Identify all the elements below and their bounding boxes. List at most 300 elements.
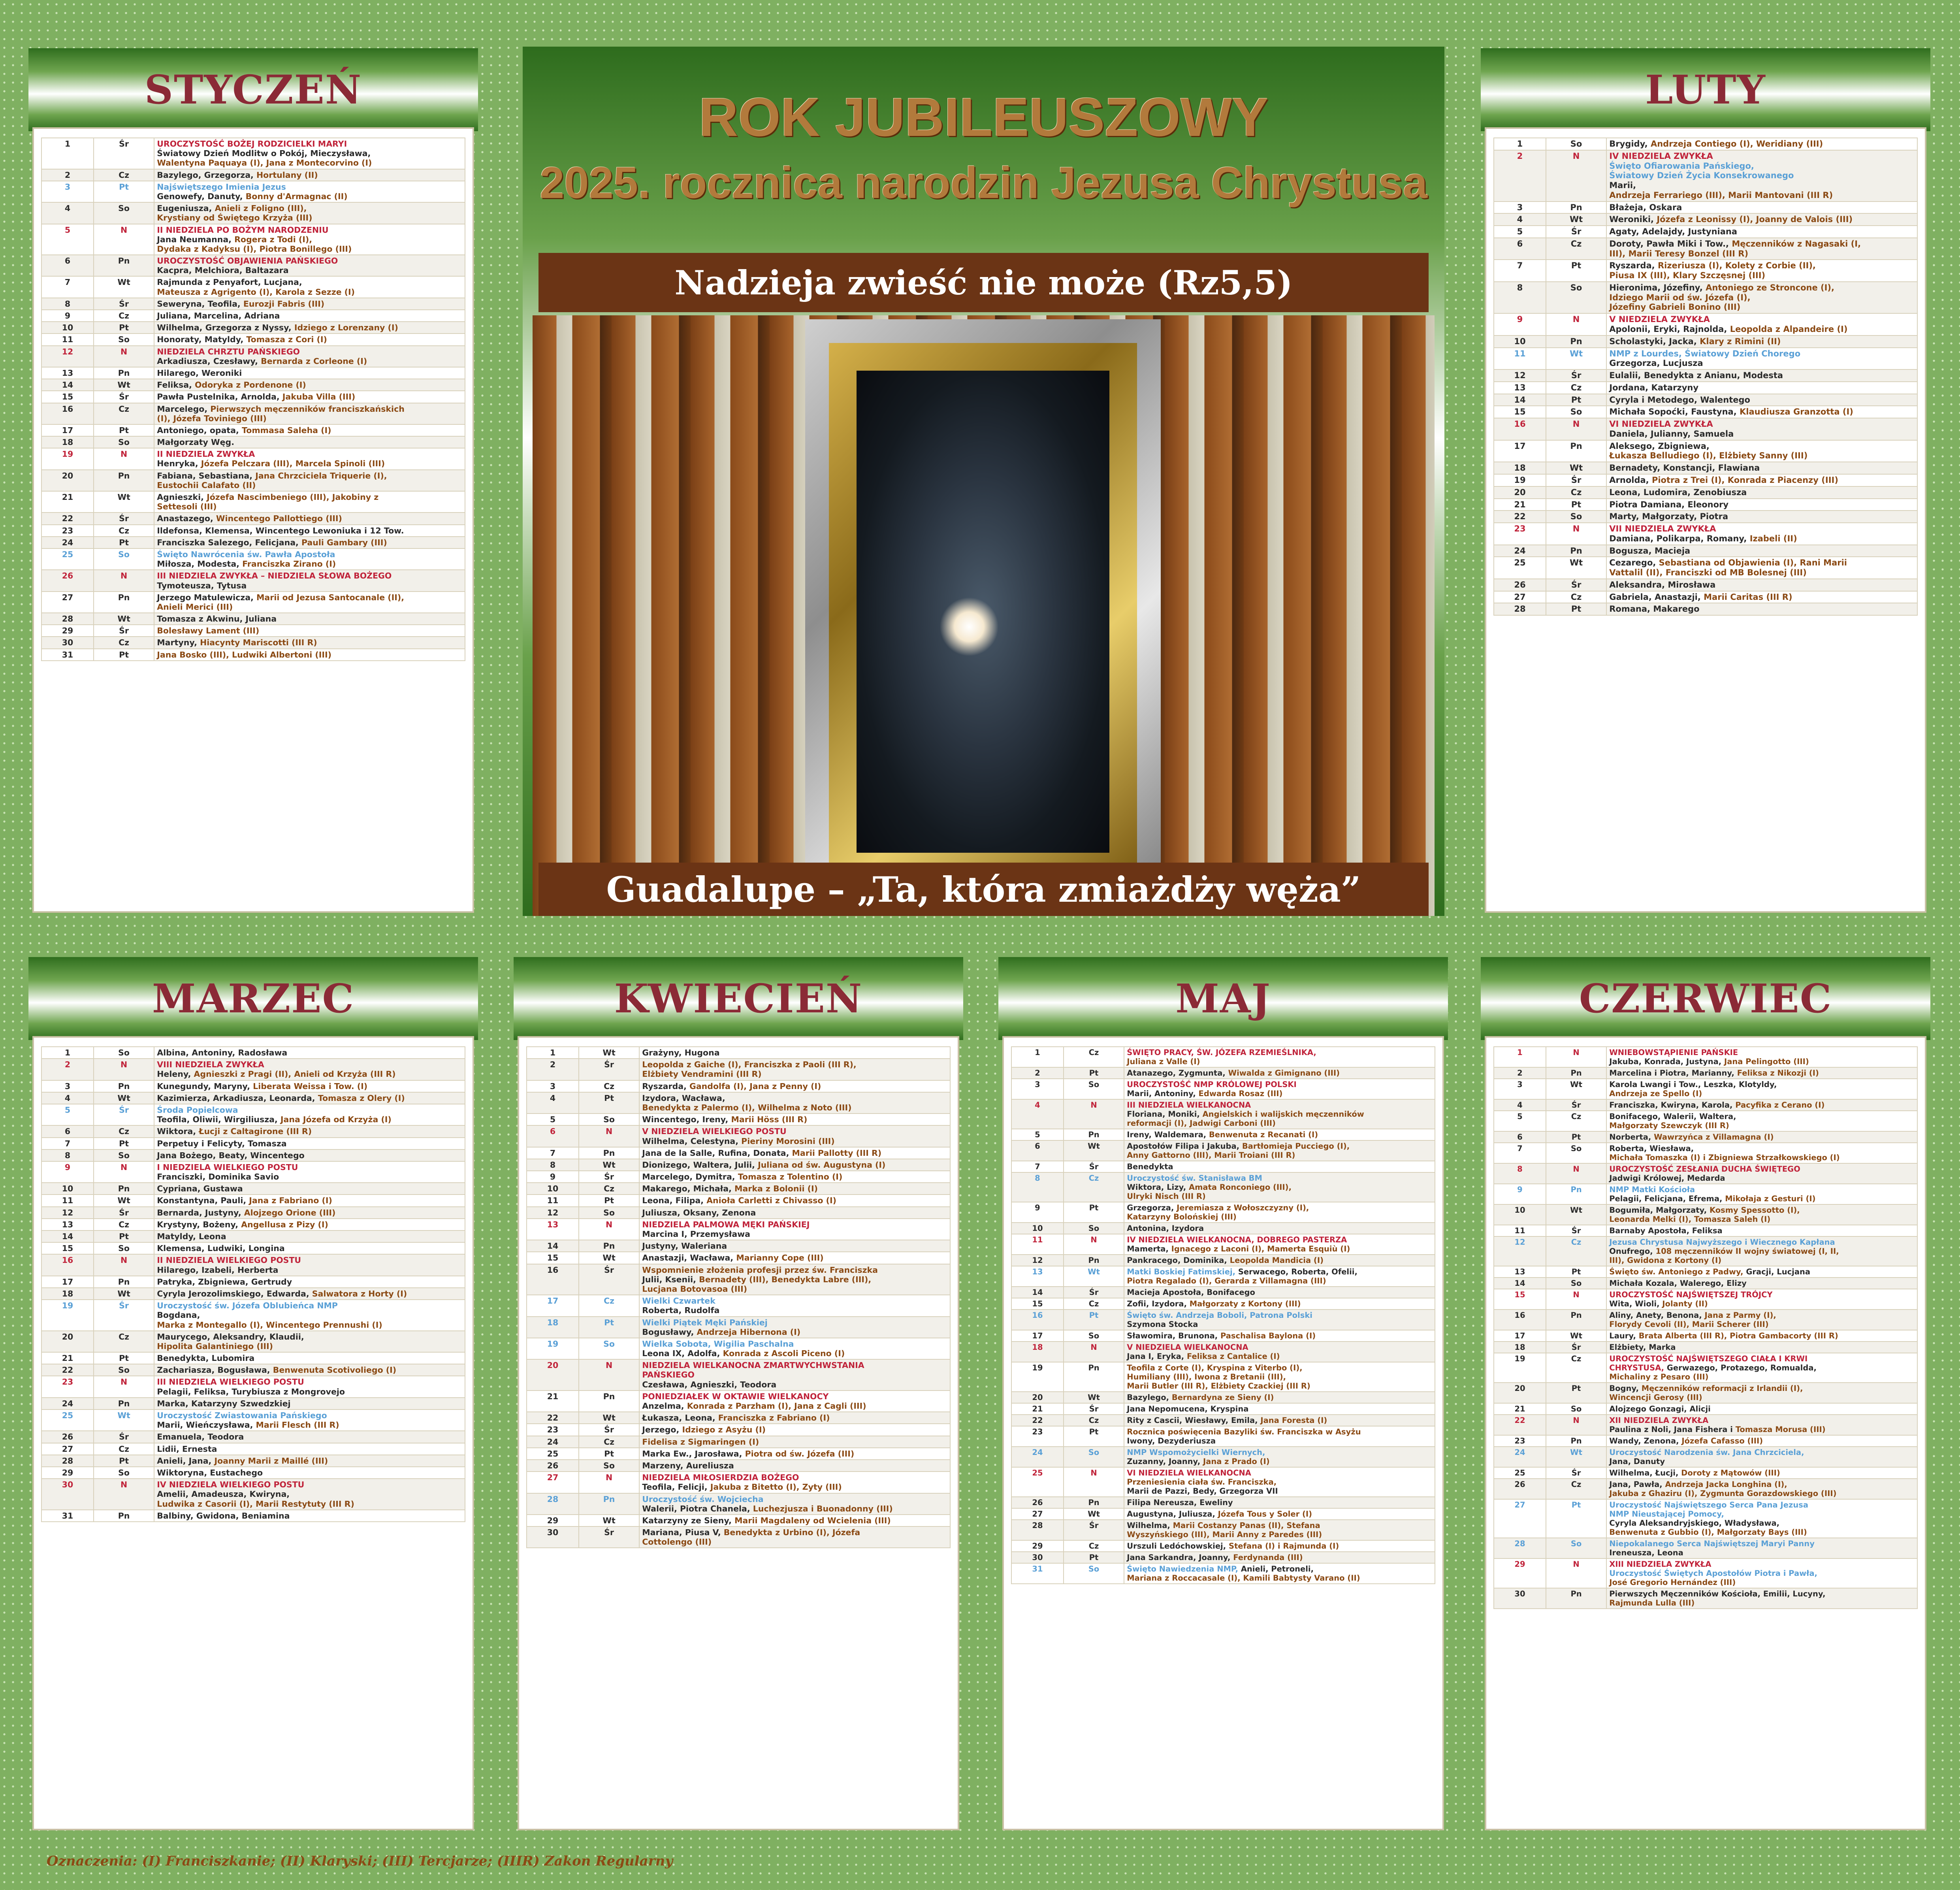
name-text: Kosmy Spessotto (I),: [1709, 1206, 1800, 1215]
name-text: Gracji, Lucjana: [1746, 1267, 1811, 1276]
name-text: Leona, Filipa,: [642, 1196, 707, 1206]
day-number: 18: [41, 436, 94, 448]
name-text: Anastazji, Wacława,: [642, 1253, 736, 1263]
day-number: 28: [1494, 603, 1546, 615]
day-names: [1606, 1289, 1917, 1310]
name-text: Agnieszki,: [157, 492, 207, 502]
day-number: 6: [1494, 1131, 1546, 1143]
weekday: N: [94, 1161, 154, 1183]
day-names: [1606, 418, 1917, 440]
day-names: [154, 513, 465, 524]
day-number: 7: [41, 276, 94, 298]
weekday: So: [94, 1149, 154, 1161]
weekday: Śr: [1546, 1225, 1606, 1236]
name-text: Wilhelma, Grzegorza z Nyssy,: [157, 323, 294, 333]
day-number: 2: [1494, 1067, 1546, 1079]
day-number: 28: [1011, 1520, 1064, 1540]
name-text: Aleksego, Zbigniewa,: [1609, 441, 1710, 451]
name-text: Bernardyna ze Sieny (I): [1171, 1393, 1274, 1402]
day-number: 9: [41, 310, 94, 322]
day-names: [154, 1125, 465, 1137]
day-names: [1124, 1508, 1435, 1520]
weekday: So: [1546, 282, 1606, 313]
weekday: N: [1546, 1415, 1606, 1435]
weekday: N: [94, 1479, 154, 1510]
day-row: [1494, 1225, 1917, 1236]
day-names: [154, 334, 465, 345]
day-row: [41, 625, 465, 637]
day-names: [1606, 557, 1917, 579]
day-row: [527, 1436, 950, 1448]
weekday: Cz: [1064, 1540, 1124, 1552]
name-text: Bogumiła, Małgorzaty,: [1609, 1206, 1710, 1215]
name-text: Apolonii, Eryki, Rajnolda,: [1609, 324, 1730, 334]
day-number: 3: [1494, 202, 1546, 214]
day-names: [154, 570, 465, 591]
day-row: [1011, 1067, 1435, 1079]
weekday: Cz: [94, 1331, 154, 1352]
weekday: Pt: [94, 1455, 154, 1467]
day-number: 4: [527, 1092, 579, 1114]
day-number: 4: [41, 1092, 94, 1104]
name-text: Luchezjusza i Buonadonny (III): [753, 1504, 893, 1513]
day-row: [1011, 1403, 1435, 1415]
weekday: Cz: [94, 1219, 154, 1230]
weekday: Śr: [1546, 1467, 1606, 1479]
weekday: Pt: [94, 649, 154, 661]
day-names: [154, 1195, 465, 1206]
day-row: [527, 1338, 950, 1359]
day-row: [1494, 1099, 1917, 1111]
day-number: 23: [1494, 523, 1546, 545]
name-text: Konstantyna, Pauli,: [157, 1196, 249, 1206]
day-number: 25: [1011, 1467, 1064, 1497]
day-number: 25: [527, 1448, 579, 1460]
name-text: Maurycego, Aleksandry, Klaudii,: [157, 1332, 304, 1342]
day-number: 25: [1494, 1467, 1546, 1479]
name-text: Kacpra, Melchiora, Baltazara: [157, 266, 289, 275]
day-row: [1011, 1161, 1435, 1172]
name-text: Weroniki,: [1609, 215, 1657, 224]
day-number: 22: [41, 513, 94, 524]
day-number: 8: [527, 1159, 579, 1171]
day-names: [154, 1288, 465, 1300]
day-number: 21: [1011, 1403, 1064, 1415]
day-names: [154, 1352, 465, 1364]
day-number: 19: [527, 1338, 579, 1359]
weekday: Cz: [94, 310, 154, 322]
name-text: Cyryla i Metodego, Walentego: [1609, 395, 1750, 405]
name-text: Wielka Sobota, Wigilia Paschalna: [642, 1339, 794, 1349]
day-row: [41, 592, 465, 613]
name-text: Marcelego,: [157, 404, 211, 414]
day-row: [1494, 1467, 1917, 1479]
day-names: [154, 346, 465, 367]
name-text: Bogusza, Macieja: [1609, 546, 1691, 556]
weekday: Wt: [1064, 1392, 1124, 1403]
name-text: Teofila z Corte (I), Kryspina z Viterbo (I),: [1127, 1363, 1303, 1372]
day-number: 12: [41, 1207, 94, 1219]
weekday: N: [579, 1359, 639, 1391]
gold-frame: [829, 343, 1137, 880]
day-names: [1124, 1298, 1435, 1310]
day-number: 13: [1494, 382, 1546, 394]
day-number: 16: [1011, 1310, 1064, 1330]
name-text: Leonarda Melki (I), Tomasza Saleh (I): [1609, 1215, 1771, 1224]
day-names: [154, 1364, 465, 1376]
day-number: 28: [1494, 1538, 1546, 1558]
weekday: Śr: [1064, 1520, 1124, 1540]
name-text: Ireneusza, Leona: [1609, 1548, 1683, 1557]
day-row: [1494, 418, 1917, 440]
name-text: Jadwigi Królowej, Medarda: [1609, 1174, 1725, 1183]
name-text: Szymona Stocka: [1127, 1320, 1198, 1329]
day-names: [639, 1183, 950, 1195]
day-row: [1011, 1415, 1435, 1426]
day-number: 25: [1494, 557, 1546, 579]
weekday: Śr: [94, 391, 154, 403]
day-names: [639, 1317, 950, 1338]
day-row: [527, 1207, 950, 1219]
weekday: Śr: [94, 625, 154, 637]
day-names: [1606, 150, 1917, 202]
day-names: [1606, 1342, 1917, 1353]
day-row: [527, 1240, 950, 1252]
day-row: [527, 1264, 950, 1295]
day-row: [1494, 1236, 1917, 1266]
name-text: Marii od Jezusa Santocanale (II),: [256, 592, 405, 602]
name-text: Cyryla Aleksandryjskiego, Władysława,: [1609, 1519, 1780, 1528]
day-number: 11: [527, 1195, 579, 1206]
day-number: 4: [1011, 1099, 1064, 1129]
day-names: [1606, 1447, 1917, 1467]
name-text: Święto Ofiarowania Pańskiego,: [1609, 161, 1754, 171]
month-panel-czerwiec: [1481, 957, 1930, 1830]
weekday: Śr: [1546, 369, 1606, 382]
name-text: Jana Józefa od Krzyża (I): [280, 1115, 392, 1125]
day-row: [1494, 202, 1917, 214]
name-text: Michała Kozala, Walerego, Elizy: [1609, 1279, 1747, 1288]
day-number: 16: [1494, 418, 1546, 440]
day-names: [1606, 1588, 1917, 1609]
name-text: Gerwazego, Protazego, Romualda,: [1666, 1363, 1817, 1372]
weekday: Śr: [1546, 474, 1606, 486]
day-names: [1606, 1415, 1917, 1435]
name-text: Czesława, Agnieszki, Teodora: [642, 1379, 777, 1389]
weekday: Cz: [1546, 1236, 1606, 1266]
month-title: STYCZEŃ: [28, 48, 478, 131]
day-row: [1494, 499, 1917, 511]
name-text: Wyszyńskiego (III), Marii Anny z Paredes (III): [1127, 1530, 1322, 1539]
day-row: [41, 1364, 465, 1376]
name-text: Lucjana Botovasoa (III): [642, 1284, 747, 1294]
day-row: [41, 346, 465, 367]
day-names: [154, 276, 465, 298]
name-text: PONIEDZIAŁEK W OKTAWIE WIELKANOCY: [642, 1391, 829, 1401]
name-text: Marii de Pazzi, Bedy, Grzegorza VII: [1127, 1487, 1278, 1496]
weekday: Wt: [94, 491, 154, 513]
day-number: 19: [41, 448, 94, 469]
weekday: So: [1546, 511, 1606, 523]
name-text: Macieja Apostoła, Bonifacego: [1127, 1288, 1255, 1297]
name-text: UROCZYSTOŚĆ NAJŚWIĘTSZEJ TRÓJCY: [1609, 1290, 1773, 1299]
weekday: Wt: [94, 1092, 154, 1104]
weekday: Pn: [1064, 1362, 1124, 1392]
weekday: Pn: [1064, 1129, 1124, 1140]
name-text: VII NIEDZIELA ZWYKŁA: [1609, 524, 1716, 534]
day-number: 15: [41, 391, 94, 403]
weekday: Pt: [94, 424, 154, 436]
day-names: [1124, 1079, 1435, 1099]
day-number: 19: [1494, 474, 1546, 486]
day-number: 13: [41, 1219, 94, 1230]
name-text: Zachariasza, Bogusława,: [157, 1365, 273, 1375]
day-names: [154, 1276, 465, 1288]
name-text: V NIEDZIELA WIELKANOCNA: [1127, 1343, 1248, 1352]
weekday: Śr: [94, 513, 154, 524]
weekday: N: [1064, 1342, 1124, 1362]
day-row: [1494, 1111, 1917, 1131]
day-names: [639, 1080, 950, 1092]
name-text: Rocznica poświęcenia Bazyliki św. Franciszka w Asyżu: [1127, 1427, 1361, 1436]
day-number: 30: [527, 1526, 579, 1548]
name-text: Fabiana, Sebastiana,: [157, 471, 256, 481]
day-names: [639, 1125, 950, 1147]
day-number: 13: [1011, 1266, 1064, 1287]
day-names: [639, 1472, 950, 1493]
day-row: [1494, 1330, 1917, 1342]
day-row: [1011, 1047, 1435, 1067]
days-table: [1493, 138, 1918, 616]
weekday: Pt: [1064, 1310, 1124, 1330]
month-panel-maj: [998, 957, 1448, 1830]
day-number: 5: [1011, 1129, 1064, 1140]
name-text: Ulryki Nisch (III R): [1127, 1192, 1206, 1201]
name-text: Małgorzaty Szewczyk (III R): [1609, 1121, 1729, 1130]
day-row: [1494, 369, 1917, 382]
day-row: [1011, 1310, 1435, 1330]
name-text: Florydy Cevoli (II), Marii Scherer (III): [1609, 1320, 1769, 1329]
day-names: [1606, 348, 1917, 370]
name-text: Amelii, Amadeusza, Kwiryna,: [157, 1489, 290, 1499]
day-row: [41, 255, 465, 276]
day-number: 19: [1011, 1362, 1064, 1392]
weekday: Pn: [94, 1510, 154, 1522]
day-names: [1606, 462, 1917, 474]
name-text: Idziego Marii od św. Józefa (I),: [1609, 292, 1751, 302]
day-row: [1011, 1079, 1435, 1099]
name-text: Józefa Nascimbeniego (III), Jakobiny z: [207, 492, 379, 502]
day-names: [1606, 1310, 1917, 1330]
name-text: Arkadiusza, Czesławy,: [157, 356, 261, 366]
day-row: [1494, 1289, 1917, 1310]
name-text: Tymoteusza, Tytusa: [157, 580, 247, 590]
name-text: VIII NIEDZIELA ZWYKŁA: [157, 1060, 264, 1070]
name-text: Hipolita Galantiniego (III): [157, 1341, 273, 1351]
day-row: [1494, 1447, 1917, 1467]
day-row: [41, 138, 465, 169]
day-number: 7: [1494, 1143, 1546, 1163]
name-text: Marii Magdaleny od Wcielenia (III): [734, 1515, 891, 1525]
day-number: 30: [1011, 1552, 1064, 1563]
name-text: Humiliany (III), Iwona z Bretanii (III),: [1127, 1372, 1286, 1381]
weekday: Pt: [94, 537, 154, 548]
name-text: Feliksa z Nikozji (I): [1737, 1068, 1819, 1078]
name-text: Klary z Rimini (II): [1700, 336, 1781, 346]
day-row: [1011, 1467, 1435, 1497]
name-text: Bazylego, Grzegorza,: [157, 170, 256, 180]
name-text: Uroczystość Świętych Apostołów Piotra i Pawła,: [1609, 1569, 1817, 1578]
name-text: Salwatora z Horty (I): [312, 1289, 407, 1298]
name-text: Leopolda z Alpandeire (I): [1730, 324, 1848, 334]
caption-bar: Guadalupe – „Ta, która zmiażdży węża”: [538, 863, 1429, 916]
weekday: Śr: [1064, 1161, 1124, 1172]
day-names: [1606, 1143, 1917, 1163]
weekday: N: [94, 1059, 154, 1080]
day-number: 31: [41, 1510, 94, 1522]
name-text: Franciszka Zirano (I): [242, 559, 336, 569]
month-title: CZERWIEC: [1481, 957, 1930, 1040]
day-row: [41, 1352, 465, 1364]
day-row: [1011, 1540, 1435, 1552]
name-text: Cyryla Jerozolimskiego, Edwarda,: [157, 1289, 312, 1298]
name-text: Lidii, Ernesta: [157, 1444, 217, 1454]
day-names: [154, 1092, 465, 1104]
guadalupe-image: [533, 315, 1435, 916]
day-names: [1606, 1330, 1917, 1342]
day-names: [1606, 406, 1917, 418]
name-text: Agnieszki z Pragi (II), Anieli od Krzyża (III R): [194, 1069, 396, 1079]
weekday: Śr: [1546, 1342, 1606, 1353]
day-row: [1011, 1362, 1435, 1392]
name-text: Bernadety (III), Benedykta Labre (III),: [699, 1274, 872, 1284]
weekday: Pt: [579, 1448, 639, 1460]
day-names: [154, 1300, 465, 1331]
day-number: 13: [1494, 1266, 1546, 1278]
name-text: Settesoli (III): [157, 502, 217, 512]
name-text: Pankracego, Dominika,: [1127, 1256, 1230, 1265]
name-text: Rajmunda Lulla (III): [1609, 1598, 1695, 1607]
day-number: 16: [1494, 1310, 1546, 1330]
month-title: MARZEC: [28, 957, 478, 1040]
days-table: [41, 138, 465, 661]
days-table: [41, 1046, 465, 1522]
weekday: Pt: [94, 1230, 154, 1242]
days-table: [1493, 1046, 1918, 1609]
day-row: [1494, 1047, 1917, 1067]
day-names: [1606, 1435, 1917, 1447]
day-names: [1606, 226, 1917, 238]
day-row: [1494, 260, 1917, 282]
name-text: Marii Höss (III R): [731, 1115, 808, 1125]
name-text: Antonina, Izydora: [1127, 1224, 1204, 1233]
name-text: Józefa z Leonissy (I), Joanny de Valois (III): [1657, 215, 1853, 224]
name-text: Jana z Prado (I): [1203, 1457, 1270, 1466]
name-text: Walentyna Paquaya (I), Jana z Montecorvino (I): [157, 158, 372, 168]
day-number: 28: [527, 1493, 579, 1515]
day-number: 28: [41, 613, 94, 625]
name-text: Dydaka z Kadyksu (I), Piotra Bonillego (III): [157, 244, 352, 254]
weekday: Wt: [1064, 1266, 1124, 1287]
name-text: Wspomnienie złożenia profesji przez św. Franciszka: [642, 1265, 878, 1275]
day-row: [41, 379, 465, 391]
weekday: N: [1546, 1163, 1606, 1184]
day-row: [1494, 282, 1917, 313]
name-text: Albina, Antoniny, Radosława: [157, 1048, 288, 1057]
day-names: [1124, 1540, 1435, 1552]
day-names: [154, 436, 465, 448]
day-row: [41, 548, 465, 570]
day-number: 6: [527, 1125, 579, 1147]
day-row: [1494, 150, 1917, 202]
weekday: Śr: [579, 1526, 639, 1548]
name-text: Amata Ronconiego (III),: [1188, 1183, 1292, 1192]
day-number: 22: [1494, 1415, 1546, 1435]
day-row: [41, 1092, 465, 1104]
weekday: N: [579, 1125, 639, 1147]
day-number: 14: [1494, 394, 1546, 406]
weekday: Cz: [1064, 1298, 1124, 1310]
name-text: UROCZYSTOŚĆ OBJAWIENIA PAŃSKIEGO: [157, 256, 338, 266]
weekday: Cz: [1546, 1479, 1606, 1499]
name-text: Marka z Montegallo (I), Wincentego Prennushi (I): [157, 1320, 382, 1330]
name-text: NIEDZIELA PALMOWA MĘKI PAŃSKIEJ: [642, 1219, 810, 1229]
day-row: [1494, 1131, 1917, 1143]
name-text: Jana Nepomucena, Kryspina: [1127, 1404, 1249, 1413]
day-names: [639, 1359, 950, 1391]
name-text: Małgorzaty Węg.: [157, 437, 235, 447]
day-number: 2: [1011, 1067, 1064, 1079]
day-names: [1606, 213, 1917, 226]
day-row: [527, 1317, 950, 1338]
day-number: 20: [1494, 486, 1546, 499]
day-row: [1494, 1163, 1917, 1184]
name-text: Franciszki, Dominika Savio: [157, 1172, 279, 1182]
name-text: Marianny Cope (III): [736, 1253, 824, 1263]
day-names: [1606, 1353, 1917, 1383]
name-text: Cottolengo (III): [642, 1537, 712, 1547]
day-number: 26: [1011, 1497, 1064, 1508]
name-text: Paschalisa Baylona (I): [1220, 1331, 1316, 1340]
name-text: Marka Ew., Jarosława,: [642, 1449, 745, 1458]
day-row: [1494, 335, 1917, 348]
day-row: [1494, 1278, 1917, 1289]
day-row: [41, 470, 465, 491]
day-row: [41, 1288, 465, 1300]
day-number: 12: [1011, 1255, 1064, 1266]
name-text: Bazylego,: [1127, 1393, 1172, 1402]
day-names: [154, 1059, 465, 1080]
weekday: Wt: [1064, 1508, 1124, 1520]
name-text: reformacji (I), Jadwigi Carboni (III): [1127, 1119, 1276, 1128]
day-number: 11: [1494, 348, 1546, 370]
day-number: 24: [1494, 545, 1546, 557]
weekday: Śr: [579, 1264, 639, 1295]
day-row: [1494, 1310, 1917, 1330]
day-names: [154, 310, 465, 322]
day-row: [41, 525, 465, 537]
weekday: Pt: [1546, 260, 1606, 282]
weekday: Pt: [1546, 1131, 1606, 1143]
name-text: Augustyna, Juliusza,: [1127, 1509, 1218, 1519]
name-text: Juliana z Valle (I): [1127, 1057, 1200, 1066]
day-names: [154, 637, 465, 648]
name-text: Jana Bosko (III), Ludwiki Albertoni (III): [157, 650, 331, 660]
day-row: [41, 1398, 465, 1409]
name-text: Marcina I, Przemysława: [642, 1229, 751, 1239]
day-names: [154, 1431, 465, 1443]
day-names: [154, 255, 465, 276]
